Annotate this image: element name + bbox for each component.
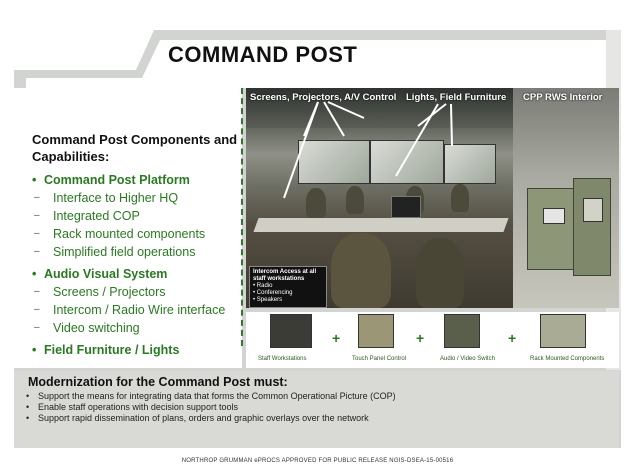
release-footer: NORTHROP GRUMMAN ePROCS APPROVED FOR PUBLIC RELEASE NGIS-DSEA-15-00516 [181,458,454,464]
list-item-label: Interface to Higher HQ [53,191,179,205]
list-item-label: Simplified field operations [53,245,196,259]
page-title: COMMAND POST [168,42,358,67]
plus-icon: + [508,330,517,346]
capabilities-list [32,131,247,359]
equipment-label: Touch Panel Control [352,356,407,362]
group-command-post-platform [32,171,247,189]
equipment-rack [573,178,611,276]
dash-icon: – [34,228,40,239]
caption-lights: Lights, Field Furniture [406,92,507,103]
list-item-label: Screens / Projectors [53,285,166,299]
dash-icon: – [34,286,40,297]
list-item: • Support the means for integrating data that forms the Common Operational Picture (COP) [26,391,396,401]
av-switch-image [444,314,480,348]
group-label: Field Furniture / Lights [44,343,180,357]
bullet-icon: • [32,173,37,187]
list-item-label: Intercom / Radio Wire interface [53,303,226,317]
list-item: • Enable staff operations with decision support tools [26,402,238,412]
group-label: Audio Visual System [44,267,168,281]
list-item [32,301,247,319]
equipment-label: Audio / Video Switch [440,356,495,362]
group-label: Command Post Platform [44,173,190,187]
capabilities-heading: Command Post Components and Capabilities: [32,132,238,164]
touch-panel-image [358,314,394,348]
cpp-interior-photo [513,88,619,308]
list-item [32,225,247,243]
dash-icon: – [34,246,40,257]
intercom-item: • Radio [253,283,273,289]
list-item [32,243,247,261]
equipment-strip [246,312,619,368]
equipment-label: Staff Workstations [258,356,307,362]
intercom-item: • Conferencing [253,290,293,296]
rack-panel [583,198,603,222]
list-item [32,189,247,207]
list-item [32,283,247,301]
modernization-panel [14,371,619,448]
bullet-icon: • [32,343,37,357]
intercom-callout [249,266,327,308]
group-audio-visual-system [32,265,247,283]
rack-components-image [540,314,586,348]
intercom-item: • Speakers [253,297,283,303]
intercom-title: Intercom Access at all staff workstations [253,269,317,282]
caption-interior: CPP RWS Interior [523,92,603,103]
dash-icon: – [34,210,40,221]
staff-workstation-image [270,314,312,348]
plus-icon: + [416,330,425,346]
caption-screens: Screens, Projectors, A/V Control [250,92,397,103]
equipment-label: Rack Mounted Components [530,356,605,362]
list-item [32,319,247,337]
list-item-label: Integrated COP [53,209,140,223]
list-item-label: Video switching [53,321,140,335]
modernization-heading: Modernization for the Command Post must: [28,375,288,389]
dash-icon: – [34,192,40,203]
rack-panel [543,208,565,224]
list-item: • Support rapid dissemination of plans, orders and graphic overlays over the network [26,413,369,423]
list-item [32,207,247,225]
plus-icon: + [332,330,341,346]
dash-icon: – [34,304,40,315]
dash-icon: – [34,322,40,333]
list-item-label: Rack mounted components [53,227,206,241]
bullet-icon: • [32,267,37,281]
modernization-list [26,391,396,424]
group-field-furniture-lights [32,341,247,359]
